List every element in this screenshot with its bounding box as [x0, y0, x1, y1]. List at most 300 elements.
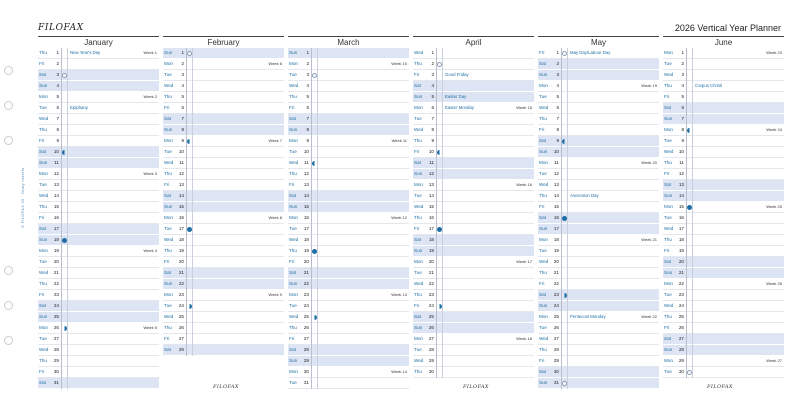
day-row[interactable]	[663, 334, 784, 345]
day-row[interactable]	[413, 356, 534, 367]
weekday-label: Wed	[39, 193, 49, 198]
day-row[interactable]	[663, 114, 784, 125]
column-divider	[442, 312, 443, 323]
day-row[interactable]	[288, 103, 409, 114]
day-row[interactable]	[413, 257, 534, 268]
day-row[interactable]	[38, 191, 159, 202]
day-row[interactable]	[413, 279, 534, 290]
day-row[interactable]	[538, 279, 659, 290]
column-divider	[61, 191, 62, 202]
day-row[interactable]	[163, 301, 284, 312]
day-row[interactable]	[538, 257, 659, 268]
weekday-label: Sun	[539, 226, 548, 231]
date-number: 20	[428, 259, 434, 264]
day-row[interactable]	[413, 235, 534, 246]
day-row[interactable]	[663, 125, 784, 136]
column-divider	[61, 268, 62, 279]
day-row[interactable]	[413, 103, 534, 114]
date-number: 3	[681, 72, 684, 77]
day-row[interactable]	[663, 257, 784, 268]
day-row[interactable]	[663, 158, 784, 169]
column-divider	[311, 213, 312, 224]
column-divider	[61, 224, 62, 235]
date-number: 25	[178, 314, 184, 319]
day-row[interactable]	[413, 180, 534, 191]
day-row[interactable]	[288, 191, 409, 202]
day-row[interactable]	[663, 81, 784, 92]
day-row[interactable]	[38, 180, 159, 191]
day-row[interactable]	[413, 136, 534, 147]
weekday-label: Thu	[414, 292, 422, 297]
column-divider	[442, 257, 443, 268]
day-row[interactable]	[538, 312, 659, 323]
weekday-label: Wed	[164, 314, 174, 319]
day-row[interactable]	[163, 290, 284, 301]
holiday-label: May Day/Labour Day	[570, 50, 611, 55]
week-number: Week 24	[766, 127, 782, 132]
date-number: 23	[678, 292, 684, 297]
day-row[interactable]	[413, 70, 534, 81]
weekday-label: Wed	[664, 72, 674, 77]
weekday-label: Mon	[664, 358, 673, 363]
day-row[interactable]	[413, 158, 534, 169]
day-row[interactable]	[538, 356, 659, 367]
day-row[interactable]	[38, 92, 159, 103]
date-number: 17	[53, 226, 59, 231]
column-divider	[442, 367, 443, 378]
day-row[interactable]	[163, 147, 284, 158]
day-row[interactable]	[163, 323, 284, 334]
day-row[interactable]	[163, 191, 284, 202]
day-row[interactable]	[538, 48, 659, 59]
column-divider	[186, 81, 187, 92]
day-row[interactable]	[538, 114, 659, 125]
day-row[interactable]	[288, 70, 409, 81]
day-row[interactable]	[288, 345, 409, 356]
date-number: 30	[53, 369, 59, 374]
day-row[interactable]	[38, 103, 159, 114]
day-row[interactable]	[413, 323, 534, 334]
day-row[interactable]	[538, 213, 659, 224]
day-row[interactable]	[38, 125, 159, 136]
day-row[interactable]	[38, 334, 159, 345]
day-row[interactable]	[163, 213, 284, 224]
day-row[interactable]	[413, 114, 534, 125]
column-divider	[686, 59, 687, 70]
day-row[interactable]	[288, 257, 409, 268]
day-row[interactable]	[163, 81, 284, 92]
date-number: 28	[53, 347, 59, 352]
weekday-label: Fri	[164, 182, 170, 187]
column-divider	[561, 169, 562, 180]
day-row[interactable]	[163, 136, 284, 147]
day-row[interactable]	[538, 301, 659, 312]
day-row[interactable]	[538, 367, 659, 378]
column-divider	[561, 268, 562, 279]
day-row[interactable]	[663, 246, 784, 257]
column-divider	[61, 48, 62, 59]
brand-footer-logo: FILOFAX	[213, 384, 239, 390]
column-divider	[61, 59, 62, 70]
weekday-label: Thu	[539, 347, 547, 352]
moon-phase-icon	[312, 161, 317, 166]
day-row[interactable]	[38, 114, 159, 125]
column-divider	[436, 180, 437, 191]
date-number: 4	[681, 83, 684, 88]
day-row[interactable]	[163, 268, 284, 279]
day-row[interactable]	[538, 345, 659, 356]
day-row[interactable]	[163, 158, 284, 169]
weekday-label: Thu	[164, 94, 172, 99]
day-row[interactable]	[413, 191, 534, 202]
day-row[interactable]	[163, 279, 284, 290]
day-row[interactable]	[38, 290, 159, 301]
day-row[interactable]	[538, 125, 659, 136]
day-row[interactable]	[163, 235, 284, 246]
moon-phase-icon	[437, 62, 442, 67]
date-number: 26	[178, 325, 184, 330]
column-divider	[67, 48, 68, 59]
day-row[interactable]	[38, 301, 159, 312]
weekday-label: Sun	[539, 380, 548, 385]
day-row[interactable]	[663, 103, 784, 114]
day-row[interactable]	[163, 125, 284, 136]
date-number: 21	[53, 270, 59, 275]
day-row[interactable]	[413, 92, 534, 103]
day-row[interactable]	[413, 81, 534, 92]
day-row[interactable]	[288, 92, 409, 103]
day-row[interactable]	[38, 224, 159, 235]
day-row[interactable]	[163, 312, 284, 323]
day-row[interactable]	[38, 378, 159, 389]
day-row[interactable]	[413, 268, 534, 279]
day-row[interactable]	[288, 312, 409, 323]
weekday-label: Wed	[539, 259, 549, 264]
day-row[interactable]	[38, 312, 159, 323]
day-row[interactable]	[288, 136, 409, 147]
day-row[interactable]	[413, 169, 534, 180]
day-row[interactable]	[288, 81, 409, 92]
day-row[interactable]	[288, 356, 409, 367]
date-number: 5	[556, 94, 559, 99]
day-row[interactable]	[288, 378, 409, 389]
day-row[interactable]	[663, 180, 784, 191]
day-row[interactable]	[38, 136, 159, 147]
column-divider	[67, 169, 68, 180]
day-row[interactable]	[663, 202, 784, 213]
day-list	[413, 48, 534, 378]
weekday-label: Fri	[539, 358, 545, 363]
weekday-label: Wed	[414, 204, 424, 209]
day-row[interactable]	[288, 59, 409, 70]
day-row[interactable]	[288, 48, 409, 59]
weekday-label: Sat	[164, 270, 171, 275]
day-row[interactable]	[163, 169, 284, 180]
day-row[interactable]	[538, 290, 659, 301]
day-row[interactable]	[663, 92, 784, 103]
weekday-label: Fri	[664, 94, 670, 99]
day-row[interactable]	[163, 224, 284, 235]
day-row[interactable]	[163, 103, 284, 114]
column-divider	[692, 334, 693, 345]
date-number: 2	[181, 61, 184, 66]
day-row[interactable]	[538, 158, 659, 169]
day-list	[663, 48, 784, 378]
day-row[interactable]	[163, 114, 284, 125]
date-number: 19	[303, 248, 309, 253]
weekday-label: Mon	[414, 336, 423, 341]
day-row[interactable]	[663, 147, 784, 158]
day-row[interactable]	[538, 147, 659, 158]
day-row[interactable]	[163, 246, 284, 257]
day-row[interactable]	[538, 224, 659, 235]
weekday-label: Mon	[664, 281, 673, 286]
day-row[interactable]	[663, 48, 784, 59]
day-row[interactable]	[538, 103, 659, 114]
day-row[interactable]	[413, 213, 534, 224]
day-row[interactable]	[38, 356, 159, 367]
column-divider	[311, 202, 312, 213]
day-row[interactable]	[413, 290, 534, 301]
day-row[interactable]	[288, 334, 409, 345]
date-number: 28	[553, 347, 559, 352]
day-row[interactable]	[538, 202, 659, 213]
day-row[interactable]	[288, 202, 409, 213]
day-row[interactable]	[413, 125, 534, 136]
day-row[interactable]	[288, 235, 409, 246]
column-divider	[61, 367, 62, 378]
day-row[interactable]	[38, 70, 159, 81]
column-divider	[61, 356, 62, 367]
day-row[interactable]	[38, 235, 159, 246]
column-divider	[561, 279, 562, 290]
day-row[interactable]	[288, 213, 409, 224]
weekday-label: Thu	[289, 248, 297, 253]
day-row[interactable]	[38, 246, 159, 257]
day-row[interactable]	[38, 158, 159, 169]
day-row[interactable]	[663, 290, 784, 301]
day-row[interactable]	[38, 59, 159, 70]
day-row[interactable]	[663, 268, 784, 279]
day-row[interactable]	[413, 345, 534, 356]
column-divider	[442, 235, 443, 246]
day-row[interactable]	[663, 191, 784, 202]
day-row[interactable]	[163, 345, 284, 356]
day-row[interactable]	[538, 268, 659, 279]
weekday-label: Sat	[289, 270, 296, 275]
column-divider	[311, 59, 312, 70]
day-row[interactable]	[288, 323, 409, 334]
day-row[interactable]	[663, 169, 784, 180]
day-row[interactable]	[288, 147, 409, 158]
day-row[interactable]	[288, 125, 409, 136]
weekday-label: Sat	[39, 303, 46, 308]
day-row[interactable]	[163, 202, 284, 213]
weekday-label: Sun	[664, 193, 673, 198]
day-row[interactable]	[163, 257, 284, 268]
date-number: 24	[53, 303, 59, 308]
day-row[interactable]	[38, 257, 159, 268]
column-divider	[311, 367, 312, 378]
day-row[interactable]	[663, 59, 784, 70]
day-row[interactable]	[288, 114, 409, 125]
day-row[interactable]	[38, 268, 159, 279]
date-number: 8	[431, 127, 434, 132]
day-row[interactable]	[663, 279, 784, 290]
day-row[interactable]	[413, 202, 534, 213]
day-row[interactable]	[38, 213, 159, 224]
column-divider	[186, 169, 187, 180]
day-row[interactable]	[413, 48, 534, 59]
weekday-label: Wed	[164, 160, 174, 165]
day-row[interactable]	[413, 224, 534, 235]
day-row[interactable]	[663, 323, 784, 334]
column-divider	[436, 158, 437, 169]
column-divider	[686, 136, 687, 147]
day-row[interactable]	[163, 48, 284, 59]
date-number: 16	[53, 215, 59, 220]
day-row[interactable]	[538, 92, 659, 103]
column-divider	[692, 356, 693, 367]
day-row[interactable]	[288, 279, 409, 290]
weekday-label: Tue	[289, 303, 297, 308]
day-row[interactable]	[413, 367, 534, 378]
date-number: 7	[556, 116, 559, 121]
day-row[interactable]	[538, 191, 659, 202]
day-row[interactable]	[663, 356, 784, 367]
month-column-april	[413, 36, 534, 378]
column-divider	[186, 268, 187, 279]
weekday-label: Fri	[289, 105, 295, 110]
day-row[interactable]	[288, 290, 409, 301]
day-row[interactable]	[538, 136, 659, 147]
date-number: 18	[553, 237, 559, 242]
weekday-label: Sun	[164, 281, 173, 286]
day-row[interactable]	[538, 81, 659, 92]
day-row[interactable]	[288, 268, 409, 279]
day-row[interactable]	[663, 345, 784, 356]
day-row[interactable]	[538, 246, 659, 257]
date-number: 19	[428, 248, 434, 253]
date-number: 7	[306, 116, 309, 121]
column-divider	[436, 48, 437, 59]
day-row[interactable]	[413, 147, 534, 158]
weekday-label: Tue	[39, 336, 47, 341]
day-row[interactable]	[38, 147, 159, 158]
day-row[interactable]	[663, 136, 784, 147]
column-divider	[686, 356, 687, 367]
day-row[interactable]	[38, 279, 159, 290]
date-number: 9	[556, 138, 559, 143]
day-row[interactable]	[538, 235, 659, 246]
weekday-label: Mon	[289, 138, 298, 143]
day-row[interactable]	[163, 180, 284, 191]
weekday-label: Mon	[289, 369, 298, 374]
column-divider	[561, 246, 562, 257]
day-row[interactable]	[38, 169, 159, 180]
date-number: 1	[681, 50, 684, 55]
weekday-label: Thu	[414, 61, 422, 66]
day-row[interactable]	[288, 301, 409, 312]
column-divider	[61, 312, 62, 323]
weekday-label: Fri	[664, 171, 670, 176]
date-number: 2	[681, 61, 684, 66]
weekday-label: Sat	[164, 193, 171, 198]
day-row[interactable]	[288, 246, 409, 257]
column-divider	[186, 290, 187, 301]
column-divider	[686, 180, 687, 191]
day-row[interactable]	[38, 202, 159, 213]
day-row[interactable]	[163, 70, 284, 81]
day-row[interactable]	[663, 70, 784, 81]
day-row[interactable]	[663, 235, 784, 246]
date-number: 19	[53, 248, 59, 253]
day-row[interactable]	[538, 323, 659, 334]
day-row[interactable]	[538, 59, 659, 70]
day-row[interactable]	[538, 378, 659, 389]
column-divider	[192, 48, 193, 59]
date-number: 6	[681, 105, 684, 110]
day-row[interactable]	[38, 367, 159, 378]
day-row[interactable]	[288, 224, 409, 235]
day-row[interactable]	[538, 334, 659, 345]
day-row[interactable]	[663, 301, 784, 312]
column-divider	[561, 202, 562, 213]
day-row[interactable]	[288, 169, 409, 180]
day-row[interactable]	[288, 180, 409, 191]
day-row[interactable]	[538, 70, 659, 81]
column-divider	[442, 180, 443, 191]
day-row[interactable]	[413, 312, 534, 323]
day-row[interactable]	[538, 169, 659, 180]
day-row[interactable]	[413, 246, 534, 257]
column-divider	[561, 125, 562, 136]
day-row[interactable]	[413, 334, 534, 345]
day-row[interactable]	[663, 213, 784, 224]
column-divider	[311, 48, 312, 59]
date-number: 10	[678, 149, 684, 154]
day-row[interactable]	[38, 48, 159, 59]
day-row[interactable]	[38, 323, 159, 334]
weekday-label: Wed	[414, 281, 424, 286]
column-divider	[567, 301, 568, 312]
day-row[interactable]	[288, 367, 409, 378]
day-row[interactable]	[163, 59, 284, 70]
day-row[interactable]	[663, 312, 784, 323]
weekday-label: Wed	[289, 160, 299, 165]
column-divider	[317, 224, 318, 235]
weekday-label: Mon	[39, 94, 48, 99]
date-number: 11	[429, 160, 434, 165]
day-row[interactable]	[663, 224, 784, 235]
day-row[interactable]	[538, 180, 659, 191]
day-row[interactable]	[288, 158, 409, 169]
day-row[interactable]	[163, 334, 284, 345]
weekday-label: Sat	[289, 193, 296, 198]
day-row[interactable]	[38, 345, 159, 356]
day-row[interactable]	[413, 301, 534, 312]
day-row[interactable]	[413, 59, 534, 70]
day-row[interactable]	[38, 81, 159, 92]
day-row[interactable]	[663, 367, 784, 378]
column-divider	[567, 136, 568, 147]
column-divider	[61, 114, 62, 125]
week-number: Week 14	[391, 369, 407, 374]
date-number: 30	[303, 369, 309, 374]
day-row[interactable]	[163, 92, 284, 103]
date-number: 19	[678, 248, 684, 253]
weekday-label: Wed	[289, 237, 299, 242]
